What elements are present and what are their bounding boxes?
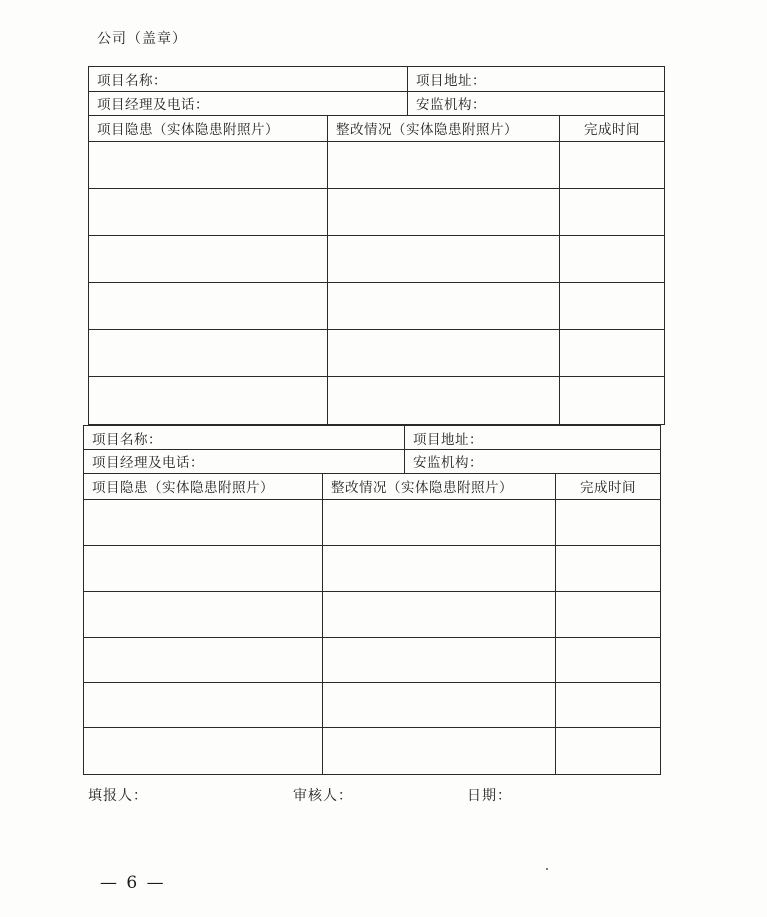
rectification-cell[interactable] xyxy=(322,682,555,727)
table-row xyxy=(84,545,660,592)
table-row xyxy=(89,329,664,377)
hazard-cell[interactable] xyxy=(89,329,327,376)
table-row xyxy=(89,188,664,236)
supervision-agency-cell[interactable] xyxy=(404,449,660,473)
hazard-header xyxy=(84,473,322,499)
project-name-label: 项目名称： xyxy=(97,73,167,89)
manager-phone-label: 项目经理及电话： xyxy=(92,455,204,471)
rectification-cell[interactable] xyxy=(322,545,555,591)
completion-header-label: 完成时间 xyxy=(584,122,640,138)
completion-header xyxy=(559,115,664,141)
rectification-cell[interactable] xyxy=(327,376,559,424)
completion-header-label: 完成时间 xyxy=(580,480,636,496)
inspection-table-1 xyxy=(88,66,665,425)
table-row xyxy=(89,235,664,283)
hazard-cell[interactable] xyxy=(84,637,322,682)
hazard-cell[interactable] xyxy=(84,682,322,727)
table-row xyxy=(84,591,660,638)
hazard-cell[interactable] xyxy=(84,499,322,545)
hazard-header-label: 项目隐患（实体隐患附照片） xyxy=(97,122,279,138)
project-info-row-1 xyxy=(89,67,664,92)
company-seal-label: 公司（盖章） xyxy=(97,31,187,47)
project-address-label: 项目地址： xyxy=(413,431,483,448)
table-row xyxy=(89,282,664,330)
table-row xyxy=(84,727,660,774)
column-header-row xyxy=(89,115,664,142)
completion-cell[interactable] xyxy=(559,141,664,188)
hazard-cell[interactable] xyxy=(84,727,322,774)
rectification-header xyxy=(327,115,559,141)
scan-speck xyxy=(546,868,548,870)
completion-header xyxy=(555,473,660,499)
hazard-cell[interactable] xyxy=(89,376,327,424)
hazard-header-label: 项目隐患（实体隐患附照片） xyxy=(92,480,274,496)
column-header-row xyxy=(84,473,660,500)
project-address-label: 项目地址： xyxy=(416,73,486,89)
completion-cell[interactable] xyxy=(555,545,660,591)
filled-by-label: 填报人： xyxy=(88,788,148,804)
hazard-cell[interactable] xyxy=(84,591,322,637)
completion-cell[interactable] xyxy=(555,591,660,637)
rectification-cell[interactable] xyxy=(327,329,559,376)
completion-cell[interactable] xyxy=(559,329,664,376)
date-label: 日期： xyxy=(467,788,512,804)
hazard-cell[interactable] xyxy=(89,141,327,188)
rectification-header xyxy=(322,473,555,499)
rectification-cell[interactable] xyxy=(322,637,555,682)
table-row xyxy=(89,376,664,424)
supervision-agency-cell[interactable] xyxy=(407,91,664,115)
completion-cell[interactable] xyxy=(559,282,664,329)
page-number: — 6 — xyxy=(100,873,166,893)
table-row xyxy=(84,682,660,728)
completion-cell[interactable] xyxy=(555,727,660,774)
rectification-header-label: 整改情况（实体隐患附照片） xyxy=(336,122,518,138)
inspection-table-2 xyxy=(83,425,661,775)
rectification-cell[interactable] xyxy=(322,591,555,637)
hazard-header xyxy=(89,115,327,141)
project-name-label: 项目名称： xyxy=(92,431,162,448)
project-name-cell[interactable] xyxy=(89,67,407,91)
completion-cell[interactable] xyxy=(559,188,664,235)
hazard-cell[interactable] xyxy=(84,545,322,591)
rectification-cell[interactable] xyxy=(327,282,559,329)
project-info-row-2 xyxy=(89,91,664,116)
table-row xyxy=(84,499,660,546)
completion-cell[interactable] xyxy=(555,499,660,545)
rectification-cell[interactable] xyxy=(327,188,559,235)
rectification-header-label: 整改情况（实体隐患附照片） xyxy=(331,480,513,496)
manager-phone-cell[interactable] xyxy=(84,449,404,473)
manager-phone-cell[interactable] xyxy=(89,91,407,115)
completion-cell[interactable] xyxy=(559,376,664,424)
hazard-cell[interactable] xyxy=(89,188,327,235)
rectification-cell[interactable] xyxy=(327,235,559,282)
project-info-row-1 xyxy=(84,426,660,450)
manager-phone-label: 项目经理及电话： xyxy=(97,97,209,113)
reviewer-label: 审核人： xyxy=(293,788,353,804)
project-address-cell[interactable] xyxy=(407,67,664,91)
supervision-agency-label: 安监机构： xyxy=(413,455,483,471)
rectification-cell[interactable] xyxy=(322,499,555,545)
completion-cell[interactable] xyxy=(559,235,664,282)
project-info-row-2 xyxy=(84,449,660,474)
project-name-cell[interactable] xyxy=(84,426,404,449)
completion-cell[interactable] xyxy=(555,637,660,682)
rectification-cell[interactable] xyxy=(327,141,559,188)
table-row xyxy=(84,637,660,683)
hazard-cell[interactable] xyxy=(89,282,327,329)
completion-cell[interactable] xyxy=(555,682,660,727)
project-address-cell[interactable] xyxy=(404,426,660,449)
supervision-agency-label: 安监机构： xyxy=(416,97,486,113)
rectification-cell[interactable] xyxy=(322,727,555,774)
hazard-cell[interactable] xyxy=(89,235,327,282)
table-row xyxy=(89,141,664,189)
